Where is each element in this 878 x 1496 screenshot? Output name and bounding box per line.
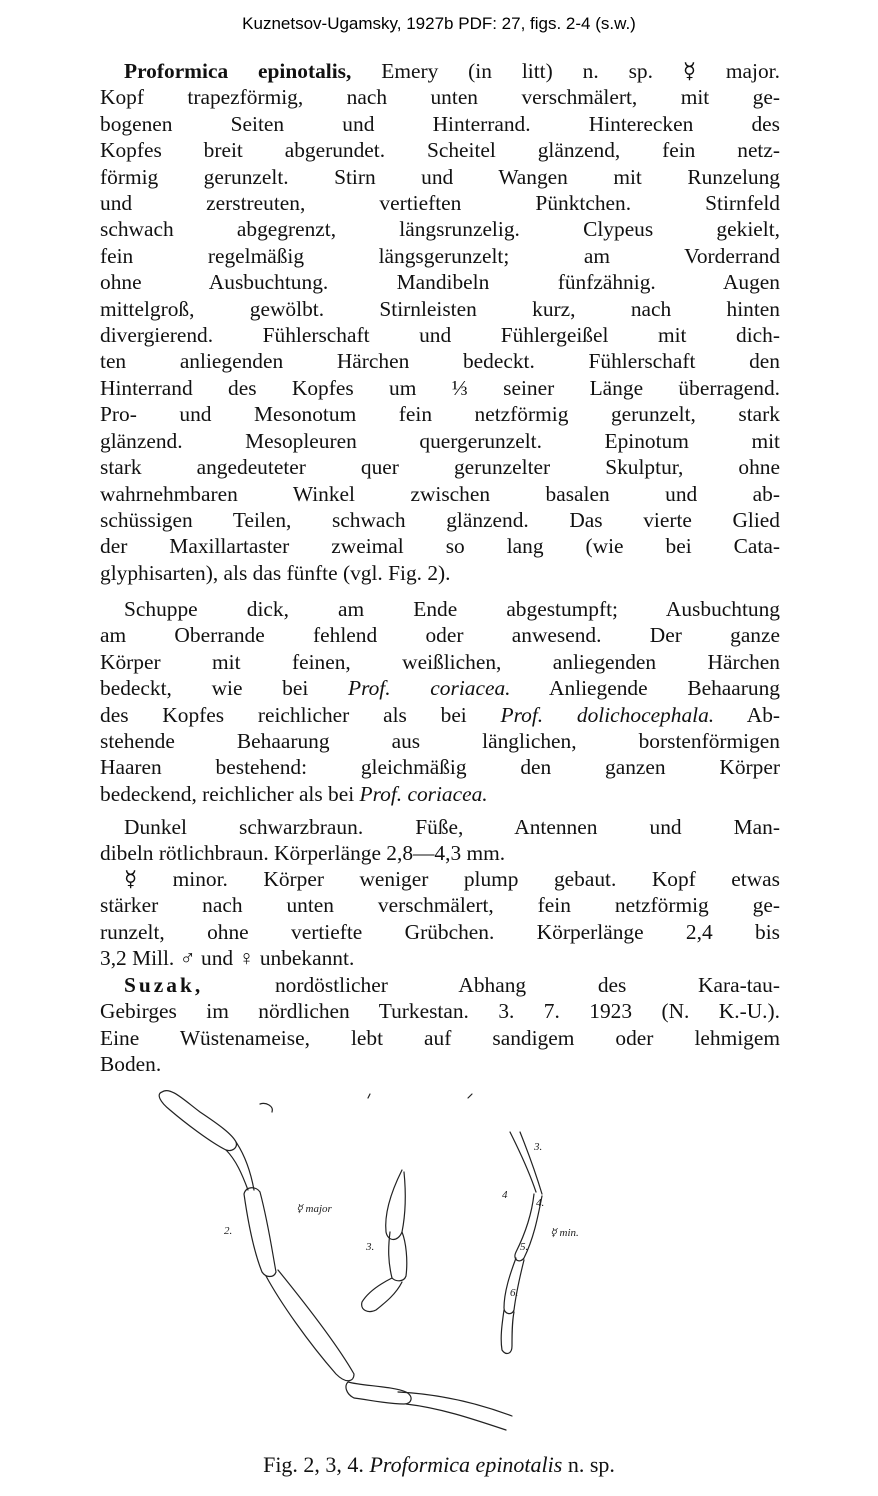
text-line: fein regelmäßig längsgerunzelt; am Vorderrand: [100, 243, 780, 268]
text-line: glyphisarten), als das fünfte (vgl. Fig. 2).: [100, 560, 451, 585]
text-line: am Oberrande fehlend oder anwesend. Der ganze: [100, 623, 780, 648]
text-line: Hinterrand des Kopfes um ⅓ seiner Länge überragend.: [100, 375, 780, 400]
figure-antenna-drawings: [140, 1082, 620, 1462]
text-line: wahrnehmbaren Winkel zwischen basalen und ab-: [100, 481, 780, 506]
text-line: Eine Wüstenameise, lebt auf sandigem oder lehmigem: [100, 1025, 780, 1050]
text-line: 3,2 Mill. ♂ und ♀ unbekannt.: [100, 946, 355, 971]
text-line: dibeln rötlichbraun. Körperlänge 2,8—4,3 mm.: [100, 841, 506, 866]
paragraph-description-minor: [100, 866, 780, 972]
text-line: der Maxillartaster zweimal so lang (wie bei Cata-: [100, 534, 780, 559]
text-line: bedeckt, wie bei Prof. coriacea. Anliegende Behaarung: [100, 676, 780, 701]
text-line: ☿ minor. Körper weniger plump gebaut. Kopf etwas: [124, 867, 780, 891]
text-line: bedeckend, reichlicher als bei Prof. coriacea.: [100, 781, 488, 806]
taxon-reference: Prof. coriacea.: [348, 676, 511, 701]
page-header: Kuznetsov-Ugamsky, 1927b PDF: 27, figs. 2-4 (s.w.): [242, 14, 636, 33]
label-segment-3: 3.: [534, 1141, 543, 1153]
text-line: schüssigen Teilen, schwach glänzend. Das vierte Glied: [100, 507, 780, 532]
species-name: Proformica epinotalis,: [124, 59, 352, 83]
text-line: stehende Behaarung aus länglichen, borstenförmigen: [100, 729, 780, 754]
text-line: Schuppe dick, am Ende abgestumpft; Ausbuchtung: [124, 597, 780, 621]
text-line: stärker nach unten verschmälert, fein netzförmig ge-: [100, 893, 780, 918]
text-line: Gebirges im nördlichen Turkestan. 3. 7. 1923 (N. K.-U.).: [100, 999, 780, 1024]
text-line: ten anliegenden Härchen bedeckt. Fühlerschaft den: [100, 349, 780, 374]
figure-svg: [140, 1082, 620, 1462]
text-line: Boden.: [100, 1052, 162, 1077]
figure-2-drawing: [159, 1091, 512, 1430]
taxon-reference: Prof. dolichocephala.: [500, 702, 715, 727]
label-minor: ☿ min.: [550, 1227, 579, 1239]
text-line: ohne Ausbuchtung. Mandibeln fünfzähnig. Augen: [100, 270, 780, 295]
label-segment-4: 4.: [536, 1197, 545, 1209]
text-line: Kopfes breit abgerundet. Scheitel glänzend, fein netz-: [100, 138, 780, 163]
text-line: Pro- und Mesonotum fein netzförmig gerunzelt, stark: [100, 402, 780, 427]
text-line: mittelgroß, gewölbt. Stirnleisten kurz, nach hinten: [100, 296, 780, 321]
label-segment-6: 6.: [510, 1287, 519, 1299]
locality-name: Suzak,: [124, 973, 204, 997]
text-line: Dunkel schwarzbraun. Füße, Antennen und Man-: [124, 815, 780, 839]
text-line: Kopf trapezförmig, nach unten verschmälert, mit ge-: [100, 85, 780, 110]
figure-caption: Fig. 2, 3, 4. Proformica epinotalis n. sp.: [263, 1452, 615, 1477]
text-line: Haaren bestehend: gleichmäßig den ganzen Körper: [100, 755, 780, 780]
text-line: bogenen Seiten und Hinterrand. Hinterecken des: [100, 111, 780, 136]
caption-taxon: Proformica epinotalis: [369, 1452, 563, 1477]
text-line: runzelt, ohne vertiefte Grübchen. Körperlänge 2,4 bis: [100, 919, 780, 944]
label-fig-3: 3.: [366, 1241, 375, 1253]
paragraph-locality: [100, 972, 780, 1078]
text-line: stark angedeuteter quer gerunzelter Skulptur, ohne: [100, 455, 780, 480]
text-line: Körper mit feinen, weißlichen, anliegenden Härchen: [100, 649, 780, 674]
paragraph-description-major: [100, 58, 780, 586]
paragraph-coloration: [100, 814, 780, 867]
paragraph-pilosity: [100, 596, 780, 807]
label-segment-5: 5.: [520, 1241, 529, 1253]
text-line: des Kopfes reichlicher als bei Prof. dolichocephala. Ab-: [100, 702, 781, 727]
text-line: Proformica epinotalis, Emery (in litt) n. sp. ☿ major.: [124, 59, 780, 83]
label-major: ☿ major: [296, 1203, 332, 1215]
text-line: und zerstreuten, vertieften Pünktchen. Stirnfeld: [100, 191, 780, 216]
label-fig-4: 4: [502, 1189, 508, 1201]
text-line: Suzak, nordöstlicher Abhang des Kara-tau-: [124, 973, 780, 997]
text-line: divergierend. Fühlerschaft und Fühlergeißel mit dich-: [100, 323, 780, 348]
text-line: schwach abgegrenzt, längsrunzelig. Clypeus gekielt,: [100, 217, 780, 242]
label-fig-2: 2.: [224, 1225, 233, 1237]
taxon-reference: Prof. coriacea.: [359, 781, 488, 806]
text-line: förmig gerunzelt. Stirn und Wangen mit Runzelung: [100, 164, 780, 189]
text-line: glänzend. Mesopleuren quergerunzelt. Epinotum mit: [100, 428, 780, 453]
